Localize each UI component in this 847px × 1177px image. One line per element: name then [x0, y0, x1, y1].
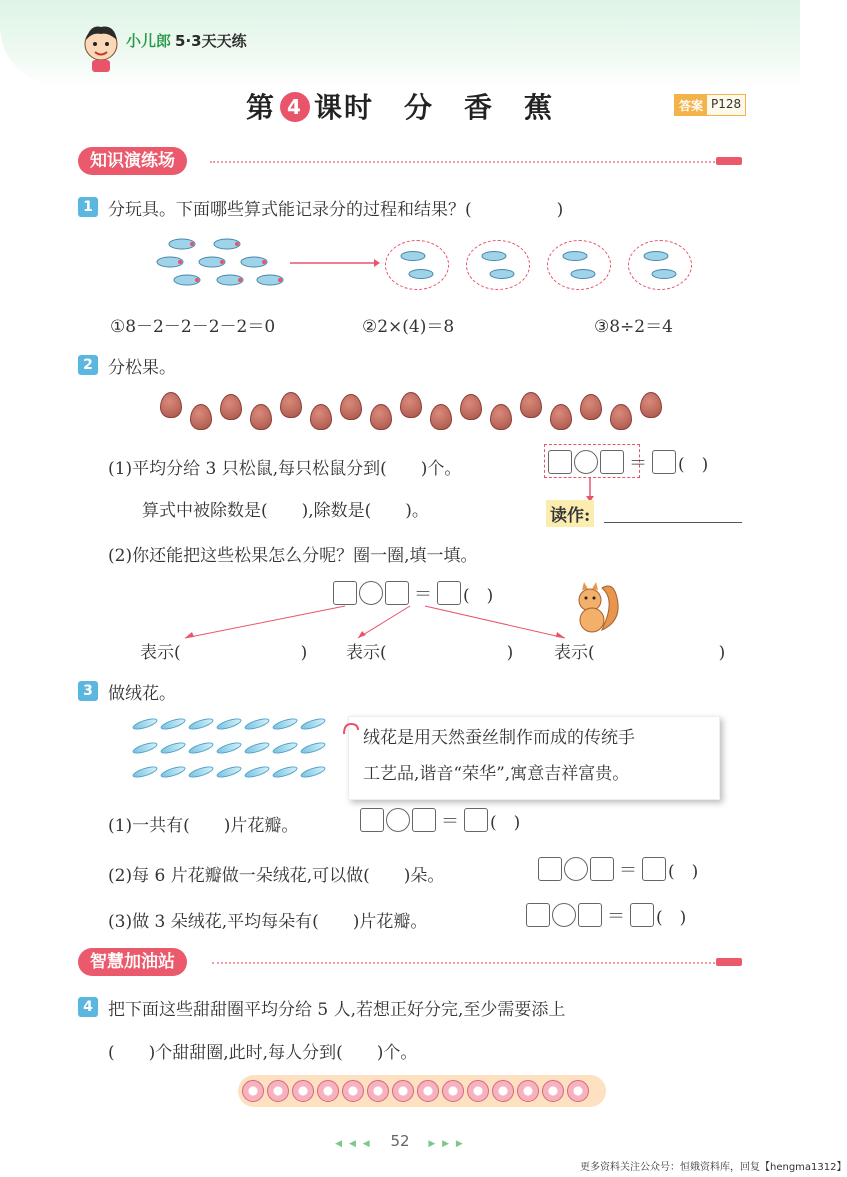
answer-box[interactable] — [642, 857, 666, 881]
petal-icon — [159, 764, 186, 780]
petal-icon — [271, 764, 298, 780]
operator-circle[interactable] — [359, 581, 383, 605]
answer-box[interactable] — [578, 903, 602, 927]
donut-icon — [467, 1080, 489, 1102]
pine-cone-icon — [280, 392, 302, 418]
donut-icon — [517, 1080, 539, 1102]
donut-icon — [417, 1080, 439, 1102]
answer-box[interactable] — [360, 808, 384, 832]
petal-icon — [131, 716, 158, 732]
brand-name: 小儿郎 — [126, 32, 172, 50]
operator-circle[interactable] — [552, 903, 576, 927]
answer-box[interactable] — [652, 450, 676, 474]
question-number: 3 — [78, 681, 98, 701]
option-1: ①8－2－2－2－2＝0 — [110, 317, 276, 337]
option-2: ②2×(4)＝8 — [362, 317, 455, 337]
pine-cones-row — [160, 392, 662, 430]
equals-sign: ＝ — [619, 860, 637, 881]
petal-icon — [187, 716, 214, 732]
answer-box[interactable] — [464, 808, 488, 832]
petal-icon — [131, 740, 158, 756]
petal-icon — [271, 740, 298, 756]
pine-cone-icon — [310, 404, 332, 430]
answer-box[interactable] — [385, 581, 409, 605]
operator-circle[interactable] — [564, 857, 588, 881]
lesson-number-badge: 4 — [280, 92, 310, 122]
arrow-down-icon — [585, 478, 595, 502]
arrow-right-icon — [290, 258, 380, 268]
donut-icon — [242, 1080, 264, 1102]
pine-cone-icon — [640, 392, 662, 418]
petal-icon — [159, 740, 186, 756]
answer-box[interactable] — [437, 581, 461, 605]
petal-icon — [215, 764, 242, 780]
brand-label — [126, 30, 247, 51]
pine-cone-icon — [160, 392, 182, 418]
answer-box[interactable] — [526, 903, 550, 927]
answer-box[interactable] — [538, 857, 562, 881]
equals-sign: ＝ — [441, 811, 459, 832]
section-divider — [212, 962, 715, 964]
q2-formula-1 — [548, 449, 708, 475]
question-text: 做绒花。 — [108, 684, 176, 704]
petal-icon — [215, 740, 242, 756]
note-line-2: 工艺品,谐音“荣华”,寓意吉祥富贵。 — [363, 764, 630, 784]
petal-icon — [299, 740, 326, 756]
toy-planes-group — [152, 234, 288, 294]
pine-cone-icon — [580, 394, 602, 420]
petal-icon — [299, 764, 326, 780]
donut-icon — [492, 1080, 514, 1102]
squirrel-icon — [572, 580, 622, 634]
page-number — [0, 1132, 800, 1150]
answer-reference — [674, 94, 746, 116]
donut-icon — [267, 1080, 289, 1102]
read-label: 读作: — [546, 500, 594, 527]
unit-paren[interactable]: ( ) — [463, 585, 494, 606]
operator-circle[interactable] — [574, 450, 598, 474]
petal-icon — [215, 716, 242, 732]
petal-icon — [271, 716, 298, 732]
unit-paren[interactable]: ( ) — [490, 812, 521, 833]
q2-part1: (1)平均分给 3 只松鼠,每只松鼠分到( )个。 — [108, 459, 462, 479]
petal-icon — [131, 764, 158, 780]
petals-grid — [132, 720, 332, 776]
pine-cone-icon — [250, 404, 272, 430]
petal-icon — [243, 716, 270, 732]
unit-paren[interactable]: ( ) — [668, 861, 699, 882]
pine-cone-icon — [400, 392, 422, 418]
donut-icon — [292, 1080, 314, 1102]
donut-icon — [442, 1080, 464, 1102]
footer-note: 更多资料关注公众号：恒娥资料库，回复【hengma1312】 — [580, 1162, 847, 1173]
question-number: 4 — [78, 997, 98, 1017]
option-3: ③8÷2＝4 — [594, 317, 673, 337]
pine-cone-icon — [550, 404, 572, 430]
equals-sign: ＝ — [414, 584, 432, 605]
operator-circle[interactable] — [386, 808, 410, 832]
pencil-icon — [716, 157, 742, 165]
question-text: 分玩具。下面哪些算式能记录分的过程和结果？( ) — [108, 200, 564, 220]
answer-box[interactable] — [590, 857, 614, 881]
donut-icon — [367, 1080, 389, 1102]
represent-2: 表示( ) — [346, 643, 514, 663]
donut-icon — [317, 1080, 339, 1102]
q4-line-2: ( )个甜甜圈,此时,每人分到( )个。 — [108, 1043, 418, 1063]
series-name: 5·3天天练 — [175, 32, 247, 50]
petal-icon — [159, 716, 186, 732]
pine-cone-icon — [220, 394, 242, 420]
represent-3: 表示( ) — [554, 643, 726, 663]
pine-cone-icon — [370, 404, 392, 430]
answer-box[interactable] — [630, 903, 654, 927]
petal-icon — [187, 740, 214, 756]
q3-part2: (2)每 6 片花瓣做一朵绒花,可以做( )朵。 — [108, 866, 445, 886]
title-suffix: 课时 分 香 蕉 — [314, 91, 555, 124]
q3-formula-1 — [360, 807, 520, 833]
q2-part2: (2)你还能把这些松果怎么分呢？圈一圈,填一填。 — [108, 546, 478, 566]
section-practice: 知识演练场 — [78, 147, 187, 175]
grouped-planes — [393, 248, 683, 284]
answer-page: P128 — [707, 95, 745, 115]
pine-cone-icon — [610, 404, 632, 430]
q3-part1: (1)一共有( )片花瓣。 — [108, 816, 299, 836]
q3-part3: (3)做 3 朵绒花,平均每朵有( )片花瓣。 — [108, 912, 428, 932]
answer-label: 答案 — [675, 95, 707, 115]
question-text: 分松果。 — [108, 358, 176, 378]
pine-cone-icon — [490, 404, 512, 430]
page-number-text: 52 — [390, 1132, 410, 1150]
donut-icon — [542, 1080, 564, 1102]
answer-box[interactable] — [412, 808, 436, 832]
question-number: 1 — [78, 197, 98, 217]
petal-icon — [243, 740, 270, 756]
q3-formula-3 — [526, 902, 686, 928]
section-divider — [210, 161, 715, 163]
answer-box[interactable] — [548, 450, 572, 474]
equals-sign: ＝ — [607, 906, 625, 927]
left-arrows-icon: ◀ ◀ ◀ — [335, 1139, 372, 1149]
donut-icon — [392, 1080, 414, 1102]
q3-formula-2 — [538, 856, 698, 882]
right-arrows-icon: ▶ ▶ ▶ — [428, 1139, 465, 1149]
pine-cone-icon — [430, 404, 452, 430]
donuts-row — [238, 1075, 606, 1107]
clip-icon — [342, 722, 360, 738]
pine-cone-icon — [520, 392, 542, 418]
pine-cone-icon — [340, 394, 362, 420]
pine-cone-icon — [460, 394, 482, 420]
answer-box[interactable] — [600, 450, 624, 474]
q4-line-1: 把下面这些甜甜圈平均分给 5 人,若想正好分完,至少需要添上 — [108, 1000, 566, 1020]
note-line-1: 绒花是用天然蚕丝制作而成的传统手 — [363, 728, 635, 748]
title-prefix: 第 — [245, 91, 276, 124]
q2-part1b: 算式中被除数是( ),除数是( )。 — [142, 501, 429, 521]
answer-box[interactable] — [333, 581, 357, 605]
pine-cone-icon — [190, 404, 212, 430]
petal-icon — [299, 716, 326, 732]
equals-sign: ＝ — [629, 453, 647, 474]
unit-paren[interactable]: ( ) — [656, 907, 687, 928]
petal-icon — [187, 764, 214, 780]
boy-mascot-icon — [78, 22, 124, 72]
represent-1: 表示( ) — [140, 643, 308, 663]
donut-icon — [567, 1080, 589, 1102]
section-challenge: 智慧加油站 — [78, 948, 187, 976]
pencil-icon — [716, 958, 742, 966]
info-note — [348, 716, 720, 800]
donut-icon — [342, 1080, 364, 1102]
petal-icon — [243, 764, 270, 780]
question-number: 2 — [78, 355, 98, 375]
unit-paren[interactable]: ( ) — [678, 454, 709, 475]
q2-formula-2 — [333, 580, 493, 606]
read-answer-line[interactable] — [604, 522, 742, 523]
